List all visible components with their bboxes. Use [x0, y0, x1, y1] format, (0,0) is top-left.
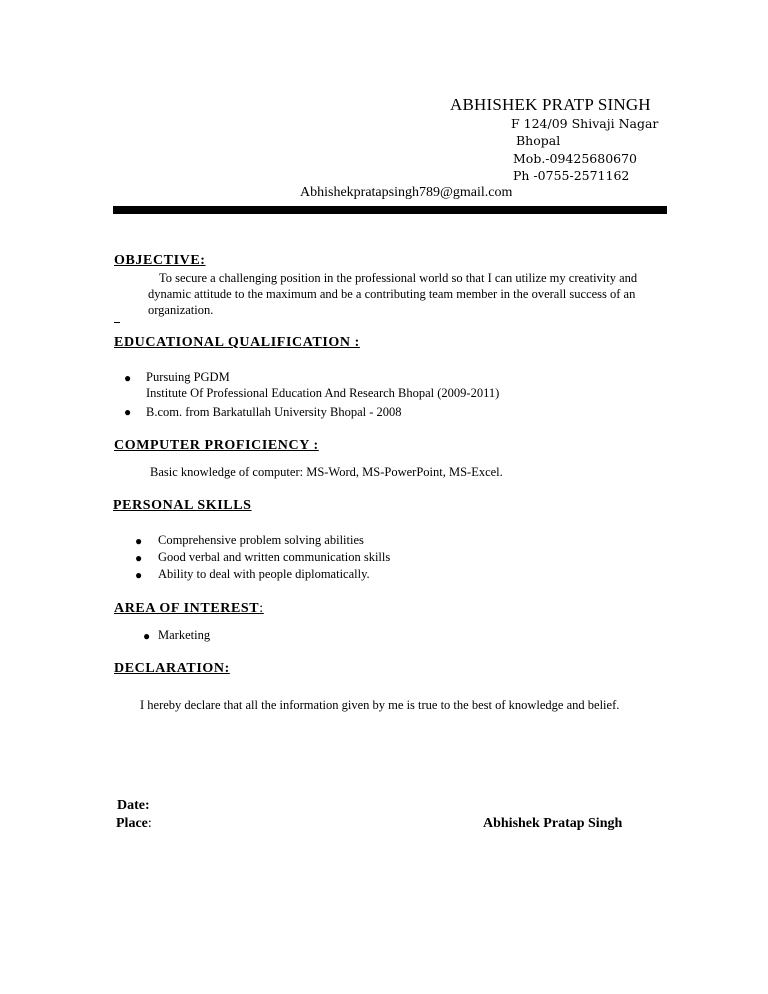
email-address: Abhishekpratapsingh789@gmail.com: [300, 185, 513, 200]
skill-item-2: Good verbal and written communication skills: [158, 550, 391, 564]
bullet-icon: ●: [135, 568, 143, 582]
bullet-icon: ●: [124, 405, 132, 419]
bullet-icon: ●: [135, 551, 143, 565]
candidate-name: ABHISHEK PRATP SINGH: [450, 95, 651, 114]
computer-text: Basic knowledge of computer: MS-Word, MS-PowerPoint, MS-Excel.: [150, 465, 503, 479]
skill-item-1: Comprehensive problem solving abilities: [158, 533, 364, 547]
skills-heading: PERSONAL SKILLS: [113, 498, 252, 513]
date-label: Date:: [117, 798, 150, 813]
mobile-number: Mob.-09425680670: [513, 151, 638, 166]
objective-text-content: To secure a challenging position in the professional world so that I can utilize my creativity and dynamic attitude to the maximum and be a contributing team member in the overall success of an organization.: [148, 271, 638, 317]
education-item-2: B.com. from Barkatullah University Bhopal - 2008: [146, 405, 402, 419]
interest-heading-text: AREA OF INTEREST: [114, 601, 260, 616]
signature-name: Abhishek Pratap Singh: [483, 816, 623, 831]
objective-heading: OBJECTIVE:: [114, 253, 206, 268]
address-line-2: Bhopal: [516, 133, 561, 148]
place-label-text: Place: [116, 816, 148, 831]
place-label-colon: :: [147, 816, 152, 831]
education-item-1-line-2: Institute Of Professional Education And Research Bhopal (2009-2011): [146, 386, 500, 400]
skill-item-3: Ability to deal with people diplomatically.: [158, 567, 370, 581]
bullet-icon: ●: [124, 371, 132, 385]
bullet-icon: ●: [135, 534, 143, 548]
declaration-text: I hereby declare that all the information given by me is true to the best of knowledge and belief.: [140, 698, 620, 712]
interest-heading-colon: :: [259, 601, 264, 616]
education-heading: EDUCATIONAL QUALIFICATION :: [114, 335, 360, 350]
phone-number: Ph -0755-2571162: [513, 168, 630, 183]
place-label: [116, 816, 152, 832]
objective-text: [148, 270, 648, 318]
interest-item-1: Marketing: [158, 628, 211, 642]
header-divider: [113, 206, 667, 214]
computer-heading: COMPUTER PROFICIENCY :: [114, 438, 319, 453]
address-line-1: F 124/09 Shivaji Nagar: [511, 116, 659, 131]
bullet-icon: ●: [143, 629, 151, 643]
education-item-1-line-1: Pursuing PGDM: [146, 370, 230, 384]
declaration-heading: DECLARATION:: [114, 661, 230, 676]
interest-heading: [114, 601, 264, 617]
stray-underline-mark: [114, 322, 120, 323]
